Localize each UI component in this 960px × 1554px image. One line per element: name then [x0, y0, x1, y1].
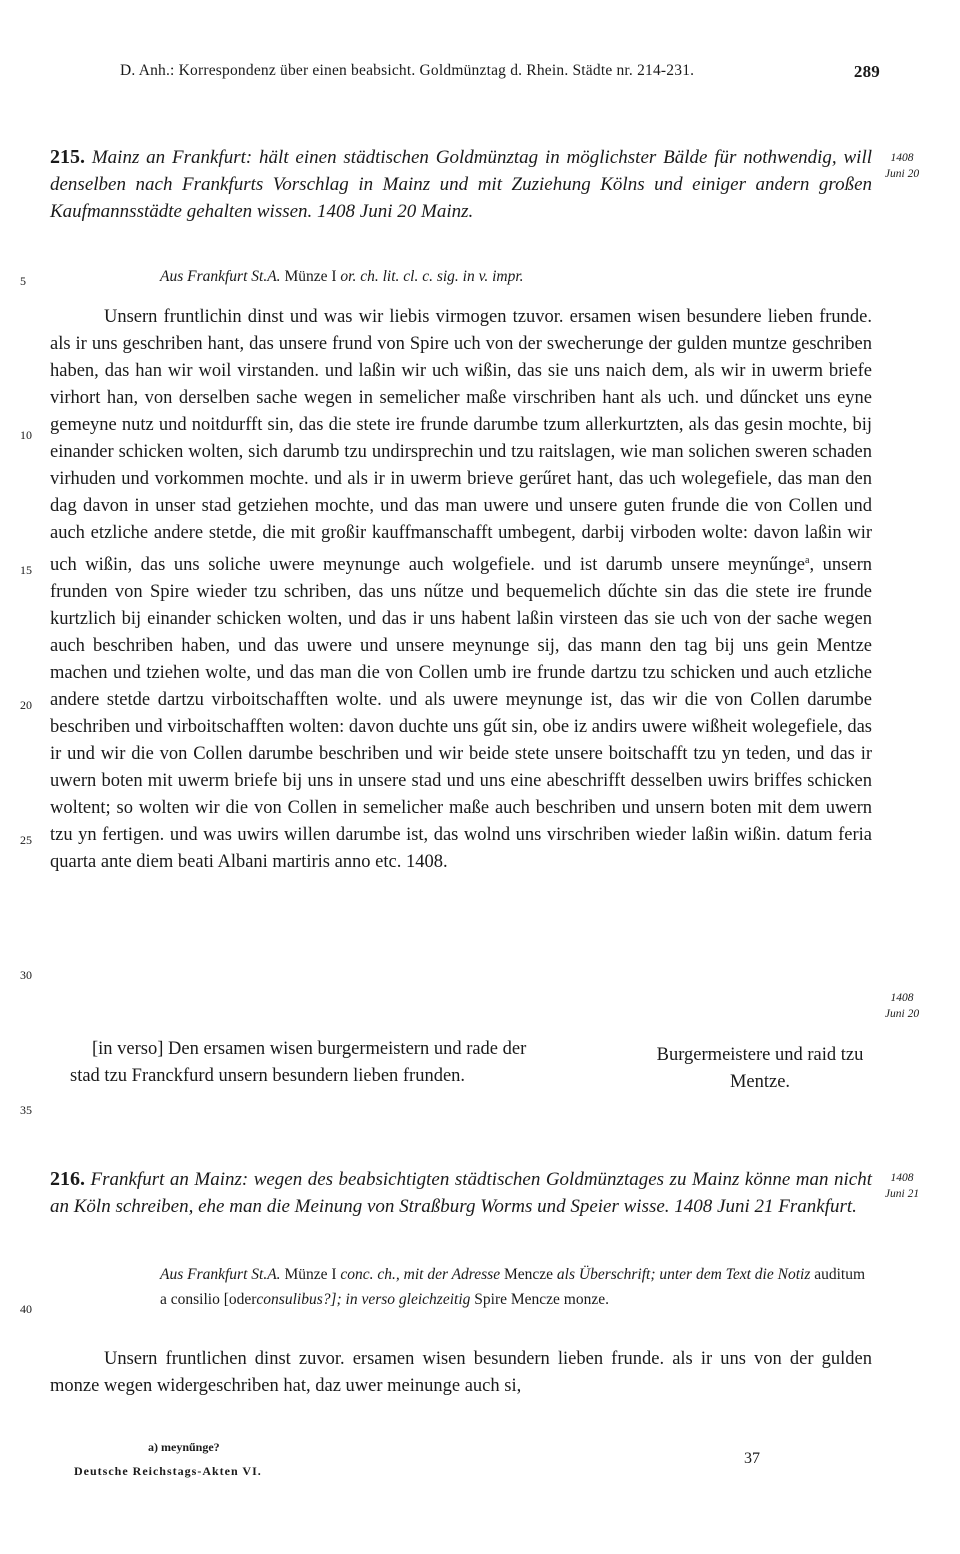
footnote-marker: a: [805, 555, 810, 566]
margin-day: Juni 20: [884, 1008, 920, 1020]
entry-215-sender: Burgermeistere und raid tzu Mentze.: [656, 1045, 864, 1092]
signature-mark: 37: [744, 1450, 760, 1467]
verso-address: Den ersamen wisen burgermeistern und rade der stad tzu Franckfurd unsern besundern lieben frunden.: [70, 1039, 527, 1086]
entry-215-number: 215.: [50, 146, 85, 168]
source-archive: Aus Frankfurt St.A.: [160, 1266, 281, 1283]
page-number: 289: [853, 62, 880, 81]
margin-day: Juni 21: [884, 1188, 920, 1200]
source-archive: Aus Frankfurt St.A.: [160, 268, 281, 285]
entry-215-margin-date-2: [872, 990, 932, 1022]
margin-year: 1408: [890, 1172, 914, 1184]
source-auditum: auditum: [814, 1266, 866, 1283]
source-address: Mencze: [503, 1266, 554, 1283]
entry-215-heading: [50, 144, 872, 225]
entry-215-text-part1: Unsern fruntlichin dinst und was wir liebis virmogen tzuvor. ersamen wisen besundere lieben frunde. als ir uns geschriben hant, das unsere frund von Spire uch von der swecherunge der gulden muntze geschriben haben, das han wir woil virstanden. und laßin wir uch wißin, das sie uns naich dem, als wir in uwerm briefe virhort han, von derselben sache wegen in semelicher maße virschriben hant als uch. und dűncket uns eyne gemeyne nutz und noitdurfft sin, das die stete ire frunde darumbe tzum allerkurtzten, als das gesin mochte, bij einander schicken wolten, sich darumb tzu undirsprechin und tzu raitslagen, wie man solichen sweren schaden virhuden und vorkommen mochte. und als ir in uwerm brieve gerűret hant, das uch wolegefiele, das man den dag davon in unser stad getziehen mochte, und das man uwere und unsere guten frunde die von Collen und auch etzliche andere stetde, die mit großir kauffmanschafft umbegent, darbij virboden wolte: davon laßin wir uch wißin, das uns soliche uwere meynunge auch wolgefiele. und ist darumb unsere meynűnge: [50, 307, 872, 576]
line-number: 20: [20, 698, 32, 712]
entry-215-margin-date: [872, 150, 932, 182]
line-number: 30: [20, 968, 32, 982]
entry-216-margin-date: [872, 1170, 932, 1202]
line-number: 10: [20, 428, 32, 442]
source-oder: [oder: [223, 1291, 257, 1308]
source-consilio: a consilio: [160, 1291, 220, 1308]
line-number: 35: [20, 1103, 32, 1117]
entry-215-verso: [70, 1036, 560, 1090]
source-fond: Münze I: [284, 1266, 337, 1283]
line-number: 40: [20, 1302, 32, 1316]
source-consulibus: consulibus: [256, 1291, 323, 1308]
line-number: 5: [20, 274, 26, 288]
line-number: 15: [20, 563, 32, 577]
entry-216-source: [160, 1262, 872, 1312]
running-header: [120, 62, 880, 80]
entry-215-title: Mainz an Frankfurt: hält einen städtischen Goldmünztag in möglichster Bälde für nothwendig, will denselben nach Frankfurts Vorschlag in Mainz und mit Zuziehung Kölns und einiger andern großen Kaufmannsstädte gehalten wissen. 1408 Juni 20 Mainz.: [50, 147, 872, 222]
footnote: a) meynűnge?: [148, 1440, 220, 1454]
source-verso-text: Spire Mencze monze.: [474, 1291, 609, 1308]
margin-day: Juni 20: [884, 168, 920, 180]
series-title: Deutsche Reichstags-Akten VI.: [74, 1464, 262, 1478]
entry-215-text-part2: , unsern frunden von Spire wieder tzu schriben, das uns nűtze und bequemelich dűchte sin das die stete ire frunde kurtzlich bij einander schicken wolten, und das ir uns habent laßin virsteen das sie uch von der sache wegen auch beschriben haben, und das uwere und unsere meynunge sij, das mann den tag bij uns gein Mentze machen und tziehen wolte, und das man die von Collen umb ire frunde dartzu tzu schicken und auch etzliche andere stetde dartzu virboitschafften wolte. und als uwere meynunge ist, das wir die von Collen darumbe beschriben und virboitschafften wolten: davon duchte uns gűt sin, obe iz andirs uwere wißheit wolegefiele, das ir und wir die von Collen darumbe beschriben und wir beide stete unsere boitschafft tzu yn teden, und das ir uwern boten mit uwerm briefe bij uns in unsere stad und uns eine abeschrifft desselben uwirs briffes schicken woltent; so wolten wir die von Collen in semelicher maße auch beschriben und unsern boten mit dem uwern tzu yn fertigen. und was uwirs willen darumbe ist, das wolnd uns virschriben wieder laßin wißin. datum feria quarta ante diem beati Albani martiris anno etc. 1408.: [50, 555, 872, 873]
entry-216-title: Frankfurt an Mainz: wegen des beabsichtigten städtischen Goldmünztages zu Mainz könne man nicht an Köln schreiben, ehe man die Meinung von Straßburg Worms und Speier wisse. 1408 Juni 21 Frankfurt.: [50, 1169, 872, 1217]
margin-year: 1408: [890, 992, 914, 1004]
entry-215-text: [50, 304, 872, 1024]
running-title: D. Anh.: Korrespondenz über einen beabsicht. Goldmünztag d. Rhein. Städte nr. 214-231.: [120, 62, 695, 79]
source-fond: Münze I: [284, 268, 337, 285]
source-verso: ?]; in verso gleichzeitig: [322, 1291, 471, 1308]
margin-year: 1408: [890, 152, 914, 164]
verso-label: [in verso]: [92, 1039, 164, 1059]
entry-216-paragraph: Unsern fruntlichen dinst zuvor. ersamen wisen besundern lieben frunde. als ir uns von der gulden monze wegen widergeschriben hat, daz uwer meinunge auch si,: [50, 1349, 872, 1396]
entry-215-source: [160, 264, 524, 289]
entry-216-text: [50, 1346, 872, 1400]
source-description: conc. ch., mit der Adresse: [340, 1266, 501, 1283]
entry-216-heading: [50, 1166, 872, 1220]
source-description: or. ch. lit. cl. c. sig. in v. impr.: [340, 268, 524, 285]
source-note: als Überschrift; unter dem Text die Notiz: [556, 1266, 811, 1283]
entry-216-number: 216.: [50, 1168, 85, 1190]
line-number: 25: [20, 833, 32, 847]
